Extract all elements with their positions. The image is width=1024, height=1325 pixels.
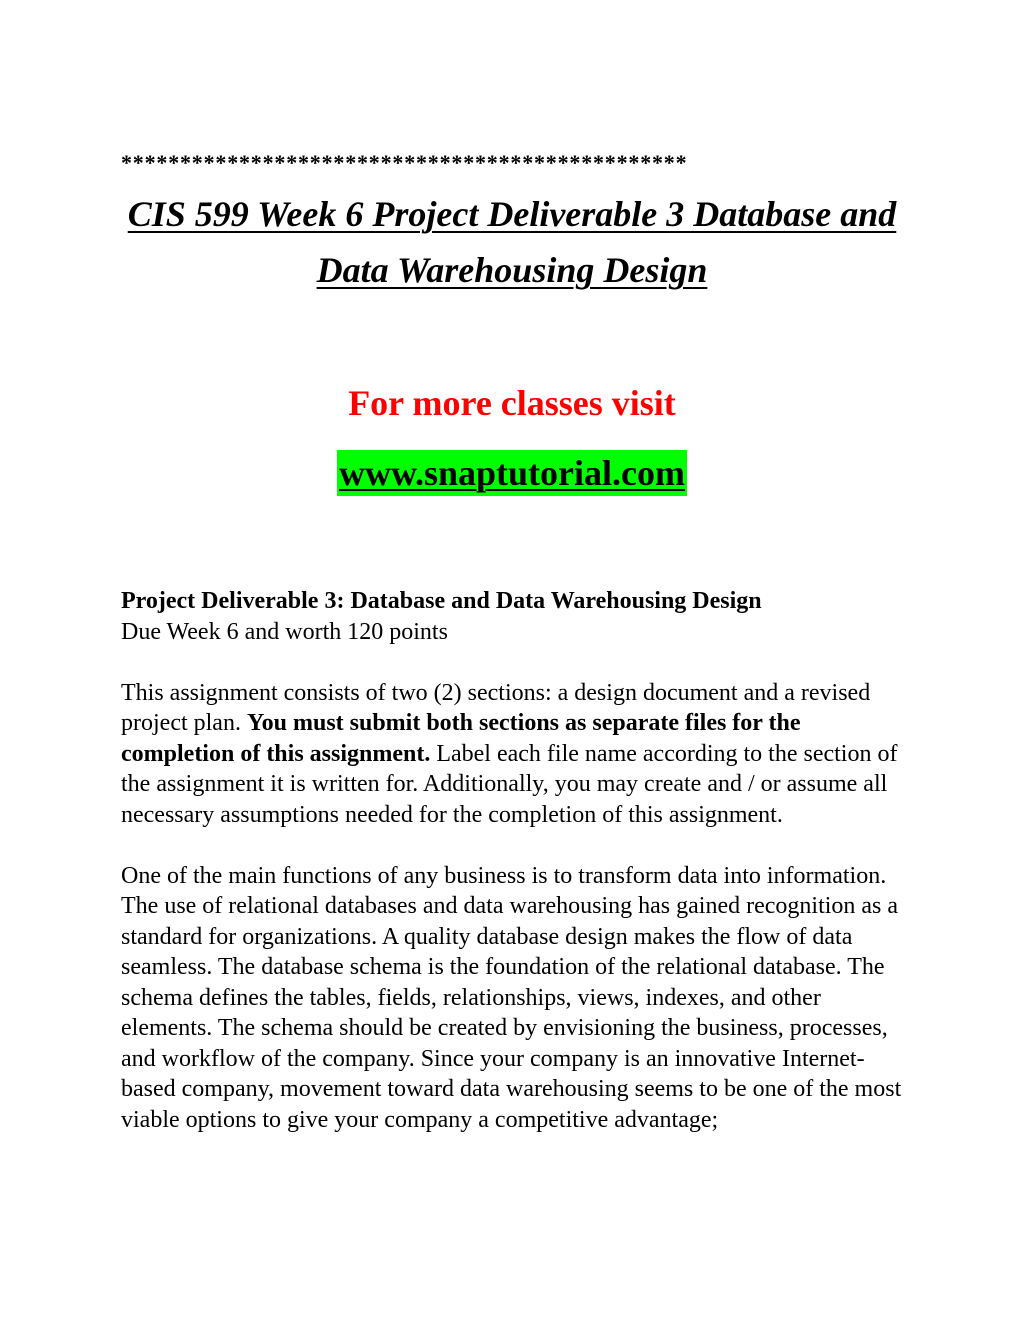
section-heading: Project Deliverable 3: Database and Data Warehousing Design	[121, 588, 762, 614]
separator-line: ************************************************	[121, 150, 688, 175]
paragraph-intro-bold: You must submit both sections as separate files for the completion of this assignment.	[121, 710, 801, 767]
paragraph-intro	[121, 678, 911, 831]
due-line: Due Week 6 and worth 120 points	[121, 618, 448, 645]
paragraph-intro-text-a: This assignment consists of two (2) sections: a design document and a revised project plan.	[121, 679, 871, 736]
link-wrapper	[0, 450, 1024, 496]
visit-text: For more classes visit	[348, 383, 676, 423]
paragraph-intro-text-b: Label each file name according to the section of the assignment it is written for. Additionally, you may create and / or assume all necessary assumptions needed for the completion of this assignment.	[121, 740, 898, 828]
assignment-body	[121, 586, 911, 1166]
document-title: CIS 599 Week 6 Project Deliverable 3 Database and Data Warehousing Design	[127, 194, 897, 290]
paragraph-main: One of the main functions of any business is to transform data into information. The use of relational databases and data warehousing has gained recognition as a standard for organizations. A quality database design makes the flow of data seamless. The database schema is the foundation of the relational database. The schema defines the tables, fields, relationships, views, indexes, and other elements. The schema should be created by envisioning the business, processes, and workflow of the company. Since your company is an innovative Internet-based company, movement toward data warehousing seems to be one of the most viable options to give your company a competitive advantage;	[121, 862, 902, 1133]
website-link[interactable]: www.snaptutorial.com	[337, 450, 687, 496]
